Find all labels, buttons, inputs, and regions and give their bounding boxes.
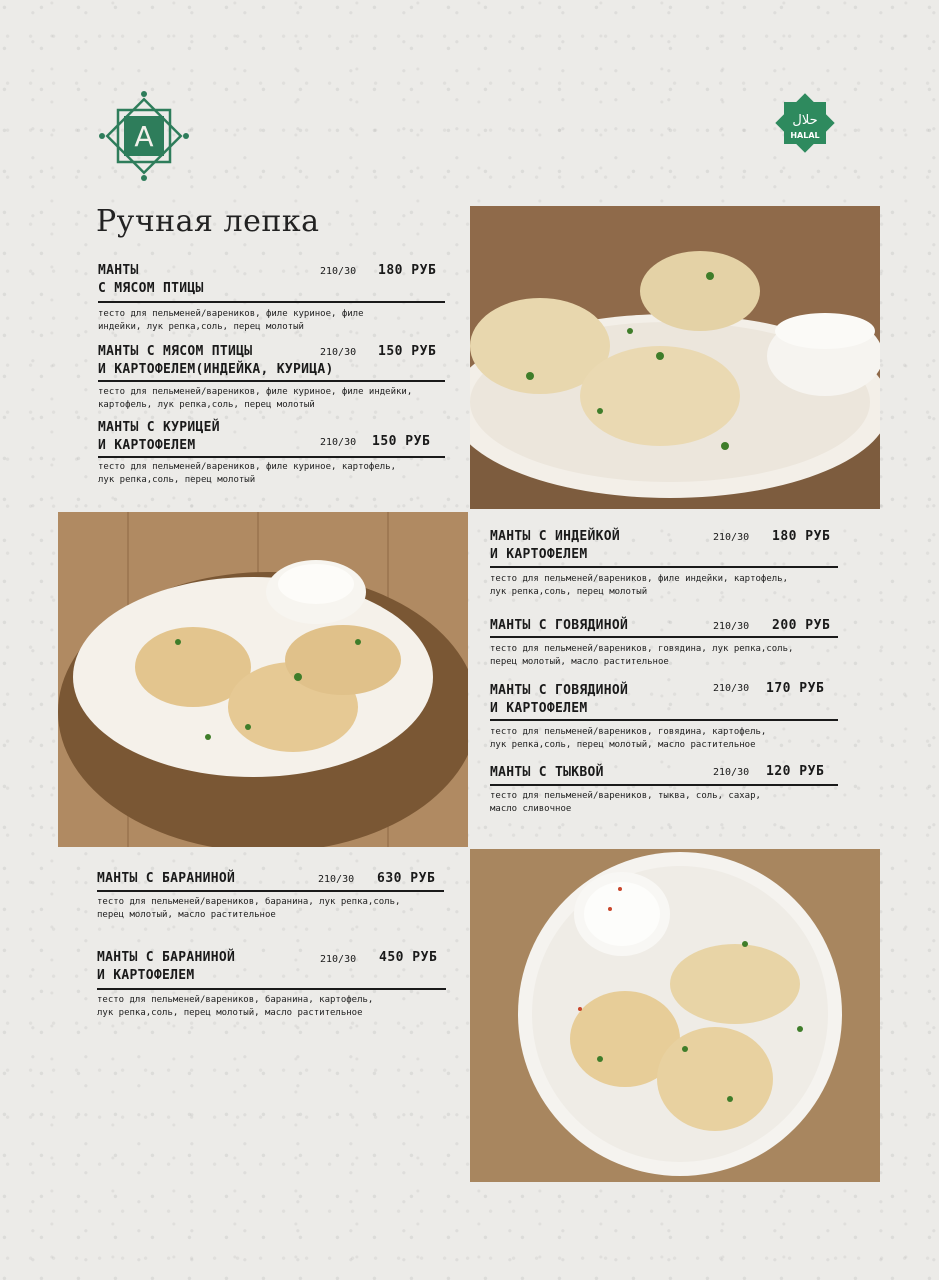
item-weight: 210/30 xyxy=(713,683,750,694)
item-weight: 210/30 xyxy=(320,266,357,277)
svg-text:A: A xyxy=(134,120,154,153)
item-divider xyxy=(97,890,444,892)
section-title: Ручная лепка xyxy=(96,204,320,239)
item-name: МАНТЫ С БАРАНИНОЙ xyxy=(97,871,236,886)
menu-item xyxy=(490,764,838,820)
menu-item xyxy=(490,682,838,754)
menu-item xyxy=(98,343,445,415)
item-description: тесто для пельменей/вареников, баранина, картофель, лук репка,соль, перец молотый, масло растительное xyxy=(97,995,374,1018)
manty-poultry-photo xyxy=(470,206,880,509)
item-name: МАНТЫ С ГОВЯДИНОЙ xyxy=(490,618,629,633)
item-price: 630 РУБ xyxy=(377,871,436,886)
item-weight: 210/30 xyxy=(320,437,357,448)
item-price: 450 РУБ xyxy=(379,950,438,965)
item-name: МАНТЫ С КУРИЦЕЙ И КАРТОФЕЛЕМ xyxy=(98,420,220,453)
item-divider xyxy=(490,566,838,568)
item-divider xyxy=(97,988,446,990)
menu-item xyxy=(490,528,838,600)
halal-icon xyxy=(770,88,840,158)
item-name: МАНТЫ С МЯСОМ ПТИЦЫ И КАРТОФЕЛЕМ(ИНДЕЙКА, КУРИЦА) xyxy=(98,344,334,377)
item-description: тесто для пельменей/вареников, филе индейки, картофель, лук репка,соль, перец молотый xyxy=(490,574,789,597)
item-divider xyxy=(490,719,838,721)
item-description: тесто для пельменей/вареников, филе куриное, филе индейки, картофель, лук репка,соль, перец молотый xyxy=(98,387,413,410)
manty-lamb-photo xyxy=(470,849,880,1182)
item-price: 150 РУБ xyxy=(378,344,437,359)
item-description: тесто для пельменей/вареников, филе куриное, филе индейки, лук репка,соль, перец молотый xyxy=(98,309,364,332)
item-divider xyxy=(490,636,838,638)
menu-item xyxy=(98,419,445,491)
item-price: 180 РУБ xyxy=(772,529,831,544)
halal-badge xyxy=(770,88,840,158)
item-divider xyxy=(98,456,445,458)
item-name: МАНТЫ С ТЫКВОЙ xyxy=(490,765,604,780)
item-weight: 210/30 xyxy=(713,767,750,778)
svg-text:HALAL: HALAL xyxy=(790,131,820,140)
item-price: 180 РУБ xyxy=(378,263,437,278)
menu-item xyxy=(97,949,446,1021)
item-price: 200 РУБ xyxy=(772,618,831,633)
item-divider xyxy=(490,784,838,786)
brand-logo xyxy=(96,88,192,184)
item-name: МАНТЫ С ГОВЯДИНОЙ И КАРТОФЕЛЕМ xyxy=(490,683,629,716)
item-price: 150 РУБ xyxy=(372,434,431,449)
item-weight: 210/30 xyxy=(318,874,355,885)
item-divider xyxy=(98,301,445,303)
item-divider xyxy=(98,380,445,382)
item-weight: 210/30 xyxy=(713,532,750,543)
item-weight: 210/30 xyxy=(320,954,357,965)
item-price: 170 РУБ xyxy=(766,681,825,696)
menu-item xyxy=(97,870,444,926)
item-description: тесто для пельменей/вареников, говядина, лук репка,соль, перец молотый, масло растительное xyxy=(490,644,794,667)
item-weight: 210/30 xyxy=(320,347,357,358)
menu-item xyxy=(490,617,838,673)
item-description: тесто для пельменей/вареников, говядина, картофель, лук репка,соль, перец молотый, масло растительное xyxy=(490,727,767,750)
item-price: 120 РУБ xyxy=(766,764,825,779)
item-name: МАНТЫ С БАРАНИНОЙ И КАРТОФЕЛЕМ xyxy=(97,950,236,983)
item-weight: 210/30 xyxy=(713,621,750,632)
item-name: МАНТЫ С МЯСОМ ПТИЦЫ xyxy=(98,263,204,296)
item-name: МАНТЫ С ИНДЕЙКОЙ И КАРТОФЕЛЕМ xyxy=(490,529,621,562)
menu-item xyxy=(98,262,445,334)
item-description: тесто для пельменей/вареников, тыква, соль, сахар, масло сливочное xyxy=(490,791,761,814)
manty-beef-photo xyxy=(58,512,468,847)
item-description: тесто для пельменей/вареников, филе куриное, картофель, лук репка,соль, перец молотый xyxy=(98,462,397,485)
logo-star-icon xyxy=(96,88,192,184)
svg-text:حلال: حلال xyxy=(792,113,818,128)
item-description: тесто для пельменей/вареников, баранина, лук репка,соль, перец молотый, масло растительное xyxy=(97,897,401,920)
